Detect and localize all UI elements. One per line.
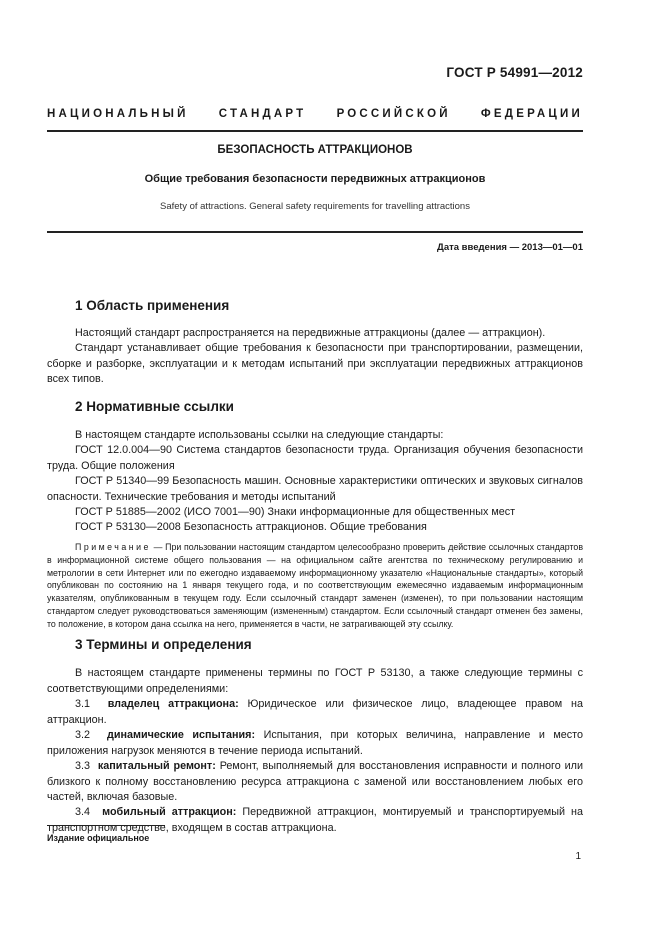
note-paragraph: [47, 541, 583, 631]
term-name: динамические испытания:: [107, 729, 256, 741]
header-word: НАЦИОНАЛЬНЫЙ: [47, 108, 189, 120]
term-name: капитальный ремонт:: [97, 760, 216, 772]
header-word: ФЕДЕРАЦИИ: [480, 108, 583, 120]
footer-rule: [47, 825, 165, 826]
note-text: — При пользовании настоящим стандартом целесообразно проверить действие ссылочных стандартов в информационной системе общего пользования — на официальном сайте агентства по техническому регулированию и метрологии в сети Интернет или по ежегодно издаваемому информационному указателю «Национальные стандарты», который опубликован по состоянию на 1 января текущего года, и по соответствующим ежемесячно издаваемым информационным указателям, опубликованным в текущем году. Если ссылочный стандарт заменен (изменен), то при пользовании настоящим стандартом следует руководствоваться заменяющим (измененным) стандартом. Если ссылочный стандарт отменен без замены, то положение, в котором дана ссылка на него, применяется в части, не затрагивающей эту ссылку.: [47, 542, 583, 629]
section-2-heading: 2 Нормативные ссылки: [75, 399, 234, 414]
section-1-heading: 1 Область применения: [75, 298, 230, 313]
title-rule: [47, 231, 583, 233]
normative-reference: ГОСТ Р 53130—2008 Безопасность аттракционов. Общие требования: [75, 521, 427, 533]
term-definition: [47, 805, 583, 836]
term-number: 3.4: [75, 806, 91, 818]
introduction-date: Дата введения — 2013—01—01: [437, 242, 583, 253]
term-name: владелец аттракциона:: [107, 698, 239, 710]
document-number: ГОСТ Р 54991—2012: [446, 65, 583, 80]
term-definition: [47, 728, 583, 759]
term-definition: [47, 759, 583, 806]
note-label: Примечание: [75, 542, 151, 552]
normative-reference: ГОСТ Р 51340—99 Безопасность машин. Основные характеристики оптических и звуковых сигналов опасности. Технические требования и методы испытаний: [47, 475, 583, 503]
section-1-paragraph: Настоящий стандарт распространяется на передвижные аттракционы (далее — аттракцион).: [75, 327, 546, 339]
term-name: мобильный аттракцион:: [102, 806, 237, 818]
document-title-english: Safety of attractions. General safety requirements for travelling attractions: [160, 201, 470, 212]
term-number: 3.1: [75, 698, 91, 710]
term-number: 3.3: [75, 760, 91, 772]
document-title: БЕЗОПАСНОСТЬ АТТРАКЦИОНОВ: [217, 144, 413, 156]
term-text: Юридическое или физическое лицо, владеющее правом на аттракцион.: [47, 698, 584, 726]
national-standard-header: [47, 108, 583, 120]
term-text: Ремонт, выполняемый для восстановления исправности и полного или близкого к полному восстановлению ресурса аттракциона с заменой или восстановлением любых его частей, включая базовые.: [47, 760, 583, 804]
term-number: 3.2: [75, 729, 91, 741]
term-text: Испытания, при которых величина, направление и место приложения нагрузок меняются в течение периода испытаний.: [47, 729, 584, 757]
section-1-paragraph: Стандарт устанавливает общие требования к безопасности при транспортировании, размещении, сборке и разборке, эксплуатации и к методам испытаний при эксплуатации передвижных аттракционов всех типов.: [47, 342, 583, 386]
normative-reference: ГОСТ 12.0.004—90 Система стандартов безопасности труда. Организация обучения безопасности труда. Общие положения: [47, 444, 583, 472]
section-3-heading: 3 Термины и определения: [75, 637, 252, 652]
normative-reference: ГОСТ Р 51885—2002 (ИСО 7001—90) Знаки информационные для общественных мест: [75, 506, 516, 518]
term-definition: [47, 697, 583, 728]
section-2-paragraph: В настоящем стандарте использованы ссылки на следующие стандарты:: [75, 429, 444, 441]
page-number: 1: [575, 851, 581, 862]
header-word: СТАНДАРТ: [218, 108, 307, 120]
term-text: Передвижной аттракцион, монтируемый и транспортируемый на транспортном средстве, входящем в состав аттракциона.: [47, 806, 583, 834]
edition-label: Издание официальное: [47, 833, 150, 843]
document-subtitle: Общие требования безопасности передвижных аттракционов: [144, 173, 486, 185]
header-rule: [47, 130, 583, 132]
section-3-paragraph: В настоящем стандарте применены термины по ГОСТ Р 53130, а также следующие термины с соответствующими определениями:: [47, 667, 583, 695]
header-word: РОССИЙСКОЙ: [336, 108, 451, 120]
